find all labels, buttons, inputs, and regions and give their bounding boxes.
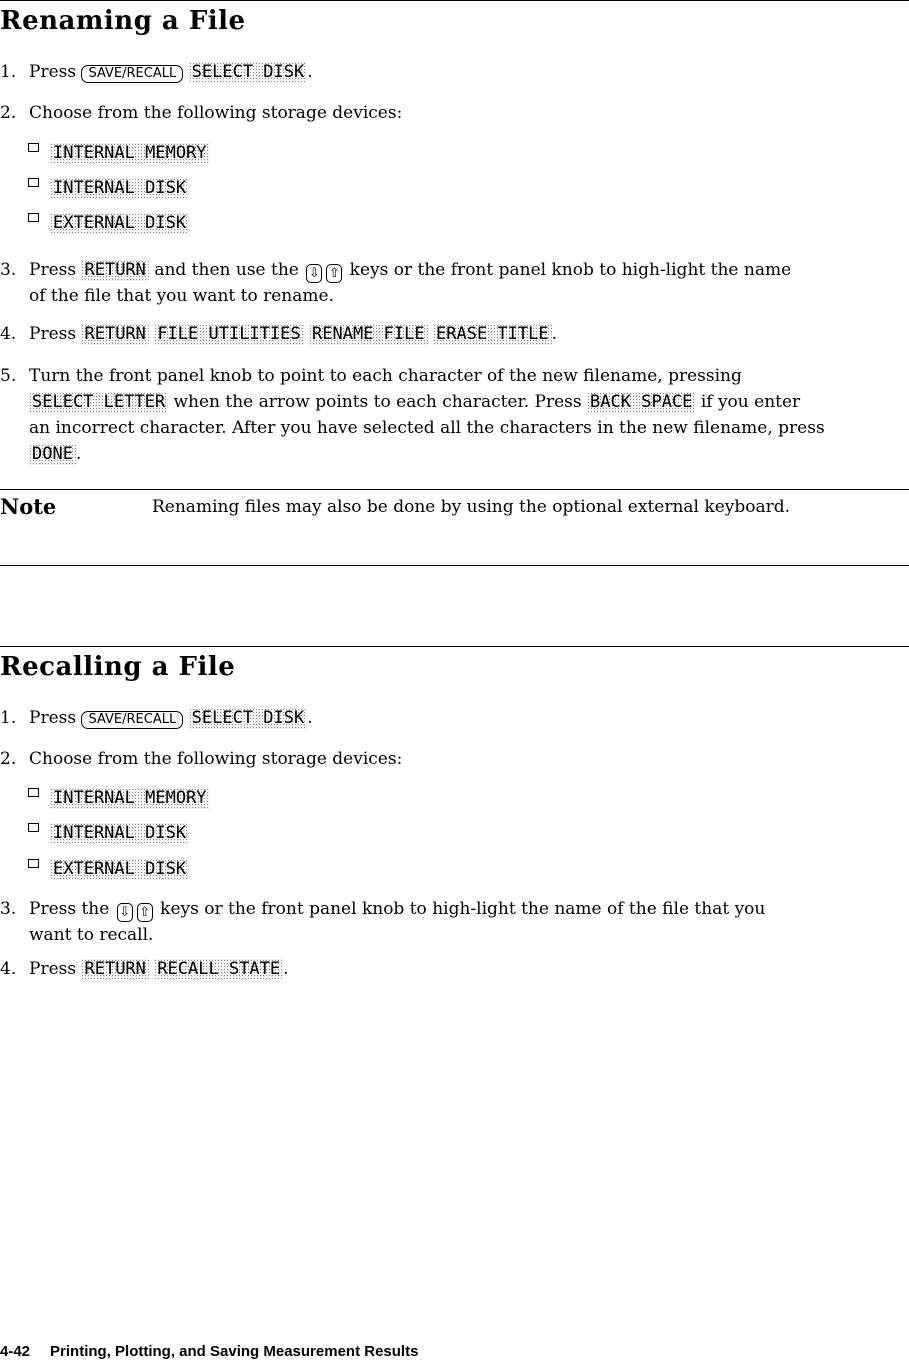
- step-text: Press: [29, 62, 77, 82]
- step-3: 3. Press the ⇩ ⇧ keys or the front panel knob to high-light the name of the file that you want to recall.: [0, 896, 905, 948]
- external-disk-softkey[interactable]: EXTERNAL DISK: [50, 859, 189, 880]
- note-top-rule: [0, 489, 909, 490]
- bullet-box-icon: [28, 178, 39, 187]
- bullet-box-icon: [28, 859, 39, 868]
- return-softkey[interactable]: RETURN: [81, 324, 148, 345]
- internal-disk-softkey[interactable]: INTERNAL DISK: [50, 823, 189, 844]
- device-item: [28, 785, 210, 811]
- step-number: 2.: [0, 749, 17, 769]
- step-number: 4.: [0, 324, 17, 344]
- bullet-box-icon: [28, 823, 39, 832]
- up-arrow-key-icon[interactable]: ⇧: [326, 264, 342, 283]
- page-number: 4-42: [0, 1343, 31, 1360]
- internal-memory-softkey[interactable]: INTERNAL MEMORY: [50, 143, 210, 164]
- device-item: [28, 820, 189, 846]
- step-text: Choose from the following storage devices:: [29, 749, 403, 769]
- select-disk-softkey[interactable]: SELECT DISK: [189, 62, 308, 83]
- section-title-recalling: Recalling a File: [0, 652, 236, 682]
- back-space-softkey[interactable]: BACK SPACE: [587, 392, 695, 413]
- bullet-box-icon: [28, 213, 39, 222]
- top-rule: [0, 0, 909, 1]
- recall-state-softkey[interactable]: RECALL STATE: [154, 959, 283, 980]
- select-disk-softkey[interactable]: SELECT DISK: [189, 708, 308, 729]
- return-softkey[interactable]: RETURN: [81, 260, 148, 281]
- step-number: 2.: [0, 103, 17, 123]
- step-number: 3.: [0, 260, 17, 280]
- device-item: [28, 210, 189, 236]
- select-letter-softkey[interactable]: SELECT LETTER: [29, 392, 168, 413]
- section-title-renaming: Renaming a File: [0, 6, 246, 36]
- step-number: 4.: [0, 959, 17, 979]
- step-text: Choose from the following storage devices:: [29, 103, 403, 123]
- bullet-box-icon: [28, 143, 39, 152]
- up-arrow-key-icon[interactable]: ⇧: [137, 903, 153, 922]
- internal-disk-softkey[interactable]: INTERNAL DISK: [50, 178, 189, 199]
- rename-file-softkey[interactable]: RENAME FILE: [309, 324, 428, 345]
- step-3: 3. Press RETURN and then use the ⇩ ⇧ keys or the front panel knob to high-light the name of the file that you want to rename.: [0, 257, 905, 309]
- step-2: [0, 746, 905, 772]
- step-number: 5.: [0, 366, 17, 386]
- step-number: 3.: [0, 899, 17, 919]
- step-number: 1.: [0, 708, 17, 728]
- save-recall-key[interactable]: SAVE/RECALL: [81, 711, 183, 729]
- down-arrow-key-icon[interactable]: ⇩: [117, 903, 133, 922]
- down-arrow-key-icon[interactable]: ⇩: [306, 264, 322, 283]
- return-softkey[interactable]: RETURN: [81, 959, 148, 980]
- step-1: 1. Press SAVE/RECALL SELECT DISK .: [0, 705, 905, 731]
- internal-memory-softkey[interactable]: INTERNAL MEMORY: [50, 788, 210, 809]
- erase-title-softkey[interactable]: ERASE TITLE: [433, 324, 552, 345]
- device-item: [28, 140, 210, 166]
- page-footer: [0, 1343, 418, 1360]
- step-5: 5. Turn the front panel knob to point to each character of the new filename, pressing SELECT LETTER when the arrow points to each character. Press BACK SPACE if you enter an incorrect character. After you have selected all the characters in the new filename, press DONE .: [0, 363, 905, 467]
- bullet-box-icon: [28, 788, 39, 797]
- device-item: [28, 175, 189, 201]
- step-4: 4. Press RETURN FILE UTILITIES RENAME FILE ERASE TITLE .: [0, 321, 905, 347]
- chapter-title: Printing, Plotting, and Saving Measurement Results: [50, 1343, 419, 1360]
- section-rule: [0, 646, 909, 647]
- done-softkey[interactable]: DONE: [29, 444, 76, 465]
- note-label: Note: [0, 494, 57, 519]
- step-2: [0, 100, 905, 126]
- device-item: [28, 856, 189, 882]
- save-recall-key[interactable]: SAVE/RECALL: [81, 65, 183, 83]
- step-4: 4. Press RETURN RECALL STATE .: [0, 956, 905, 982]
- step-1: 1. Press SAVE/RECALL SELECT DISK .: [0, 59, 905, 85]
- file-utilities-softkey[interactable]: FILE UTILITIES: [154, 324, 303, 345]
- note-bottom-rule: [0, 565, 909, 566]
- step-number: 1.: [0, 62, 17, 82]
- external-disk-softkey[interactable]: EXTERNAL DISK: [50, 213, 189, 234]
- note-text: Renaming files may also be done by using the optional external keyboard.: [152, 497, 791, 517]
